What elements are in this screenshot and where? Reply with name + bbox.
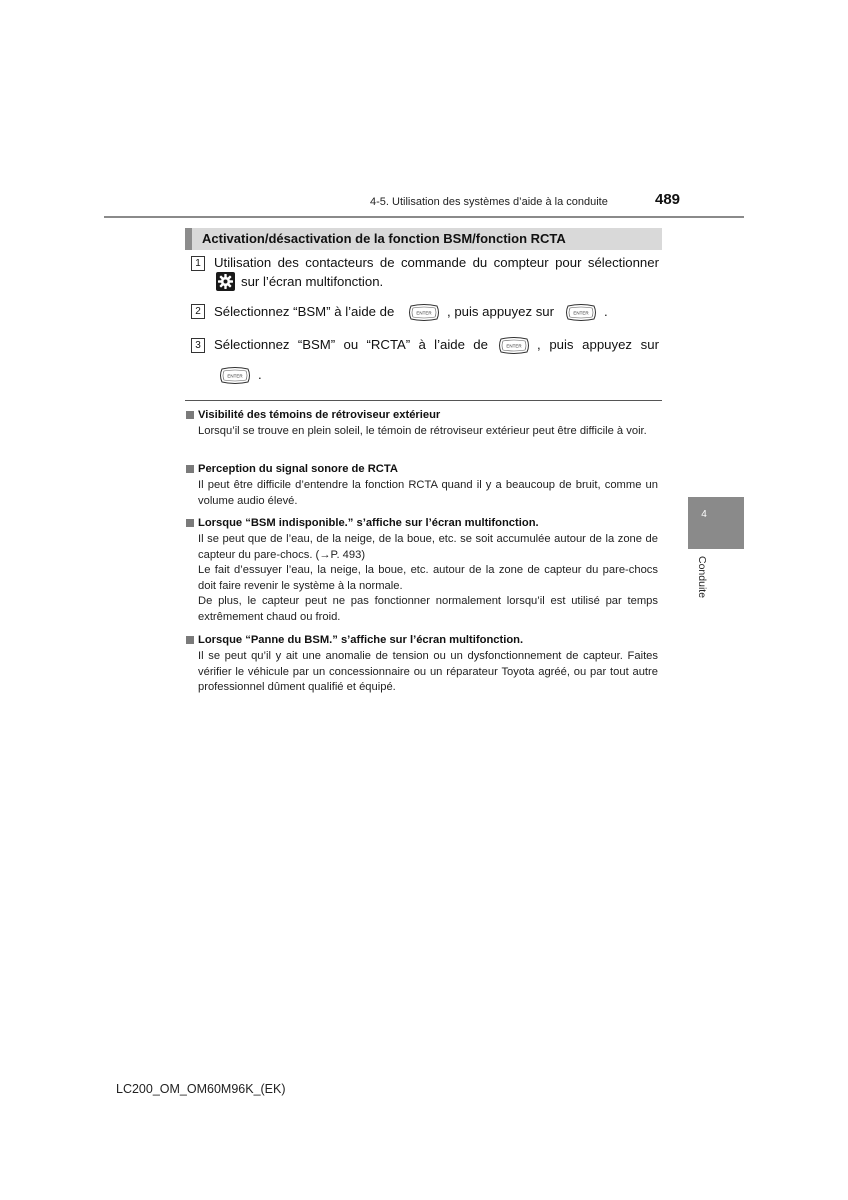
enter-switch-icon bbox=[564, 304, 598, 321]
note-mirror-visibility bbox=[186, 409, 658, 440]
bullet-square-icon bbox=[186, 519, 194, 527]
step-2-text-part2: , puis appuyez sur bbox=[447, 304, 555, 319]
note-paragraph: De plus, le capteur peut ne pas fonctionner normalement lorsqu’il est utilisé par temps extrêmement chaud ou froid. bbox=[198, 595, 658, 623]
note-heading: Lorsque “BSM indisponible.” s’affiche sur l’écran multifonction. bbox=[198, 517, 539, 529]
note-bsm-failure bbox=[186, 634, 658, 696]
section-title: Activation/désactivation de la fonction BSM/fonction RCTA bbox=[202, 231, 566, 246]
note-heading: Lorsque “Panne du BSM.” s’affiche sur l’écran multifonction. bbox=[198, 634, 524, 646]
gear-settings-icon bbox=[216, 272, 235, 291]
note-rcta-sound bbox=[186, 463, 658, 509]
note-paragraph: Le fait d’essuyer l’eau, la neige, la boue, etc. autour de la zone de capteur du pare-chocs doit faire revenir le système à la normale. bbox=[198, 564, 658, 592]
enter-switch-icon bbox=[218, 367, 252, 384]
notes-divider bbox=[185, 400, 662, 401]
step-2-text-part1: Sélectionnez “BSM” à l’aide de bbox=[214, 304, 395, 319]
step-3-number: 3 bbox=[191, 338, 205, 353]
bullet-square-icon bbox=[186, 465, 194, 473]
note-heading: Visibilité des témoins de rétroviseur extérieur bbox=[198, 409, 441, 421]
bullet-square-icon bbox=[186, 411, 194, 419]
step-3-word: l’aide bbox=[434, 337, 465, 352]
step-3-text-line1-tail: , puis appuyez sur bbox=[537, 337, 659, 352]
chapter-label: Conduite bbox=[696, 556, 708, 599]
page-number: 489 bbox=[655, 191, 681, 208]
step-1-text-line1: Utilisation des contacteurs de commande du compteur pour sélectionner bbox=[214, 255, 659, 270]
enter-switch-icon bbox=[407, 304, 441, 321]
step-3-word: Sélectionnez bbox=[214, 337, 290, 352]
enter-label: ENTER bbox=[573, 310, 589, 316]
enter-label: ENTER bbox=[506, 343, 522, 349]
step-3-word: de bbox=[473, 337, 488, 352]
step-1-text-line2: sur l’écran multifonction. bbox=[241, 274, 384, 289]
note-paragraph: Il se peut qu’il y ait une anomalie de tension ou un dysfonctionnement de capteur. Faites vérifier le véhicule par un concessionnaire ou un réparateur Toyota agréé, ou par tout autre professionnel dûment qualifié et équipé. bbox=[198, 650, 658, 693]
step-1-number: 1 bbox=[191, 256, 205, 271]
note-paragraph: Lorsqu’il se trouve en plein soleil, le témoin de rétroviseur extérieur peut être difficile à voir. bbox=[198, 425, 647, 437]
header-divider bbox=[104, 216, 744, 218]
step-3-word: “RCTA” bbox=[366, 337, 411, 352]
bullet-square-icon bbox=[186, 636, 194, 644]
note-paragraph: Il peut être difficile d’entendre la fonction RCTA quand il y a beaucoup de bruit, comme un volume audio élevé. bbox=[198, 479, 658, 507]
step-3-word: à bbox=[418, 337, 426, 352]
running-header: 4-5. Utilisation des systèmes d’aide à la conduite bbox=[370, 196, 608, 208]
step-3-word: “BSM” bbox=[297, 337, 336, 352]
step-2-number: 2 bbox=[191, 304, 205, 319]
document-code: LC200_OM_OM60M96K_(EK) bbox=[116, 1082, 286, 1096]
step-3-word: ou bbox=[343, 337, 359, 352]
chapter-number: 4 bbox=[701, 509, 707, 520]
enter-switch-icon bbox=[497, 337, 531, 354]
step-3-text-line2-end: . bbox=[258, 367, 262, 382]
note-bsm-unavailable bbox=[186, 517, 658, 625]
note-paragraph: Il se peut que de l’eau, de la neige, de la boue, etc. se soit accumulée autour de la zone de capteur du pare-chocs. (→P. 493) bbox=[198, 533, 658, 561]
step-3-text-line1 bbox=[214, 337, 488, 352]
step-2-text-part3: . bbox=[604, 304, 608, 319]
section-title-bar bbox=[185, 228, 662, 250]
enter-label: ENTER bbox=[227, 373, 243, 379]
note-heading: Perception du signal sonore de RCTA bbox=[198, 463, 398, 475]
enter-label: ENTER bbox=[416, 310, 432, 316]
chapter-tab bbox=[688, 497, 744, 549]
